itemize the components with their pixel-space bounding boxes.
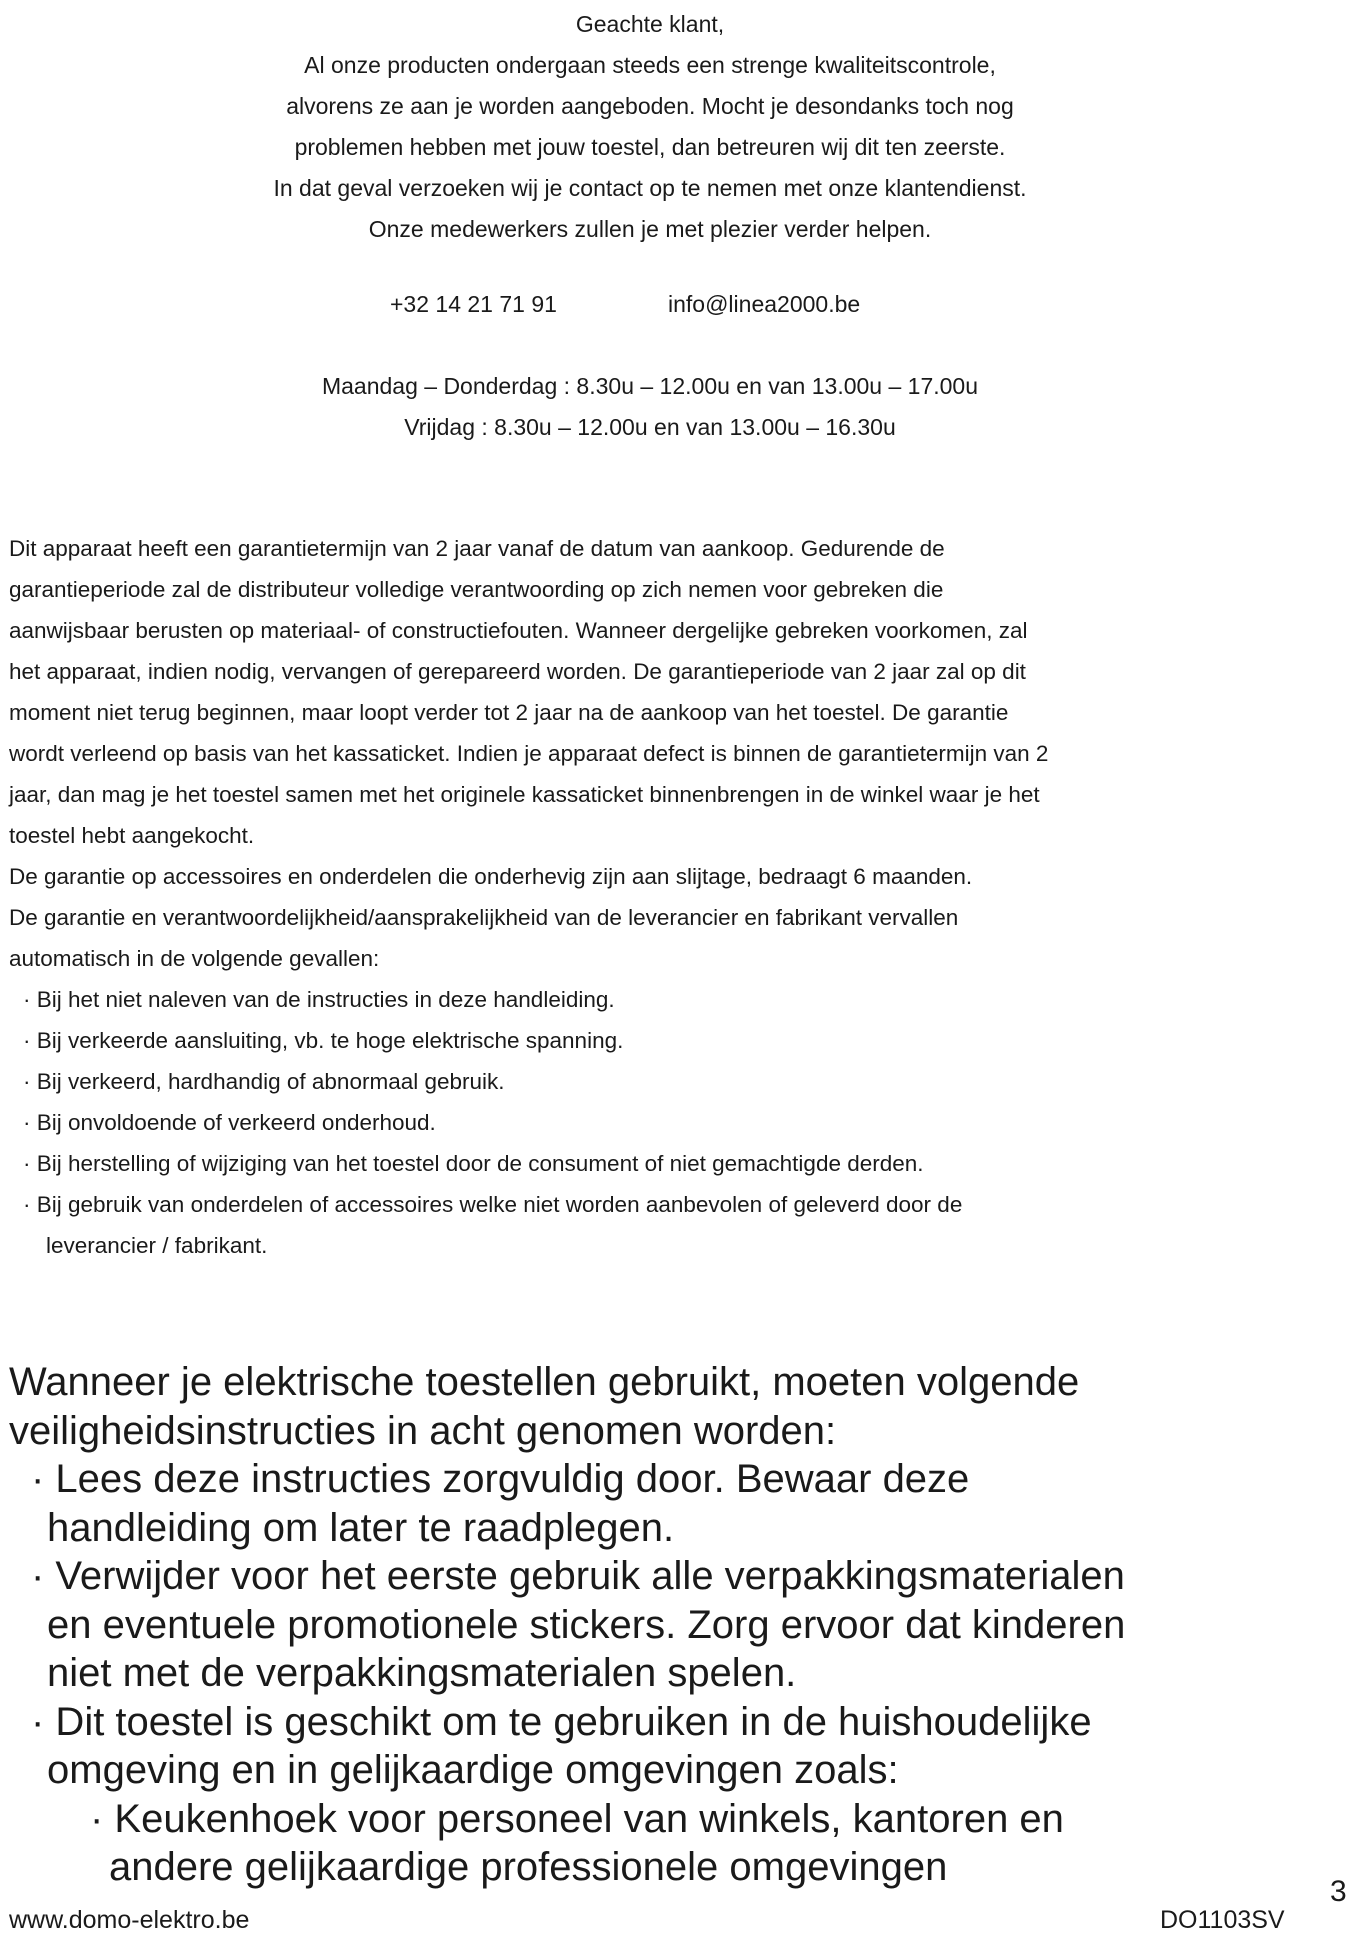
greeting-line: In dat geval verzoeken wij je contact op te nemen met onze klantendienst. bbox=[273, 175, 1027, 201]
warranty-void-intro: De garantie en verantwoordelijkheid/aansprakelijkheid van de leverancier en fabrikant vervallen bbox=[9, 905, 959, 930]
greeting-block bbox=[0, 4, 1300, 250]
safety-item-continuation: handleiding om later te raadplegen. bbox=[47, 1505, 675, 1550]
safety-item: · Dit toestel is geschikt om te gebruiken in de huishoudelijke bbox=[31, 1699, 1092, 1744]
warranty-paragraph-line: wordt verleend op basis van het kassaticket. Indien je apparaat defect is binnen de garantietermijn van 2 bbox=[9, 741, 1049, 766]
safety-item: · Lees deze instructies zorgvuldig door. Bewaar deze bbox=[31, 1457, 970, 1501]
safety-subitem: · Keukenhoek voor personeel van winkels, kantoren en bbox=[90, 1796, 1064, 1841]
safety-item-continuation: omgeving en in gelijkaardige omgevingen zoals: bbox=[47, 1748, 899, 1792]
warranty-paragraph-line: het apparaat, indien nodig, vervangen of gerepareerd worden. De garantieperiode van 2 jaar zal op dit bbox=[9, 659, 1026, 684]
safety-subitem-continuation: andere gelijkaardige professionele omgevingen bbox=[109, 1845, 948, 1889]
safety-item-continuation: en eventuele promotionele stickers. Zorg ervoor dat kinderen bbox=[47, 1602, 1126, 1647]
hours-friday: Vrijdag : 8.30u – 12.00u en van 13.00u – 16.30u bbox=[404, 414, 896, 440]
greeting-line: Al onze producten ondergaan steeds een strenge kwaliteitscontrole, bbox=[304, 52, 996, 78]
warranty-void-bullet: · Bij herstelling of wijziging van het toestel door de consument of niet gemachtigde derden. bbox=[23, 1151, 924, 1176]
email-address: info@linea2000.be bbox=[668, 291, 861, 317]
warranty-paragraph-line: aanwijsbaar berusten op materiaal- of constructiefouten. Wanneer dergelijke gebreken voorkomen, zal bbox=[9, 618, 1028, 643]
warranty-void-bullet-continuation: leverancier / fabrikant. bbox=[46, 1233, 268, 1258]
warranty-void-bullet: · Bij verkeerd, hardhandig of abnormaal gebruik. bbox=[23, 1069, 505, 1094]
warranty-paragraph-line: moment niet terug beginnen, maar loopt verder tot 2 jaar na de aankoop van het toestel. De garantie bbox=[9, 700, 1009, 725]
warranty-void-bullet: · Bij verkeerde aansluiting, vb. te hoge elektrische spanning. bbox=[23, 1028, 624, 1053]
warranty-paragraph-line: jaar, dan mag je het toestel samen met het originele kassaticket binnenbrengen in de winkel waar je het bbox=[9, 782, 1040, 807]
warranty-void-intro: automatisch in de volgende gevallen: bbox=[9, 946, 380, 971]
warranty-void-bullet: · Bij onvoldoende of verkeerd onderhoud. bbox=[23, 1110, 436, 1135]
warranty-paragraph-line: toestel hebt aangekocht. bbox=[9, 823, 255, 848]
hours-weekdays: Maandag – Donderdag : 8.30u – 12.00u en van 13.00u – 17.00u bbox=[321, 373, 979, 399]
warranty-paragraph-line: Dit apparaat heeft een garantietermijn van 2 jaar vanaf de datum van aankoop. Gedurende de bbox=[9, 536, 945, 561]
safety-item-continuation: niet met de verpakkingsmaterialen spelen. bbox=[47, 1651, 797, 1695]
warranty-paragraph-line: garantieperiode zal de distributeur volledige verantwoording op zich nemen voor gebreken die bbox=[9, 577, 944, 602]
greeting-line: alvorens ze aan je worden aangeboden. Mocht je desondanks toch nog bbox=[286, 93, 1014, 119]
page-number: 3 bbox=[1330, 1875, 1347, 1908]
safety-intro: Wanneer je elektrische toestellen gebruikt, moeten volgende bbox=[9, 1360, 1080, 1404]
greeting-line: problemen hebben met jouw toestel, dan betreuren wij dit ten zeerste. bbox=[294, 134, 1006, 160]
warranty-accessories: De garantie op accessoires en onderdelen die onderhevig zijn aan slijtage, bedraagt 6 maanden. bbox=[9, 864, 973, 889]
phone-number: +32 14 21 71 91 bbox=[390, 291, 557, 317]
footer-website: www.domo-elektro.be bbox=[9, 1906, 250, 1934]
safety-instructions bbox=[9, 1358, 1309, 1892]
warranty-section bbox=[9, 528, 1299, 1266]
warranty-void-bullet: · Bij het niet naleven van de instructies in deze handleiding. bbox=[23, 987, 615, 1012]
safety-intro: veiligheidsinstructies in acht genomen worden: bbox=[9, 1408, 837, 1453]
warranty-void-bullet: · Bij gebruik van onderdelen of accessoires welke niet worden aanbevolen of geleverd door de bbox=[23, 1192, 963, 1217]
safety-item: · Verwijder voor het eerste gebruik alle verpakkingsmaterialen bbox=[31, 1554, 1125, 1598]
greeting-salutation: Geachte klant, bbox=[575, 11, 725, 37]
greeting-line: Onze medewerkers zullen je met plezier verder helpen. bbox=[368, 216, 932, 242]
footer-model-code: DO1103SV bbox=[1160, 1906, 1285, 1934]
opening-hours bbox=[0, 366, 1300, 448]
